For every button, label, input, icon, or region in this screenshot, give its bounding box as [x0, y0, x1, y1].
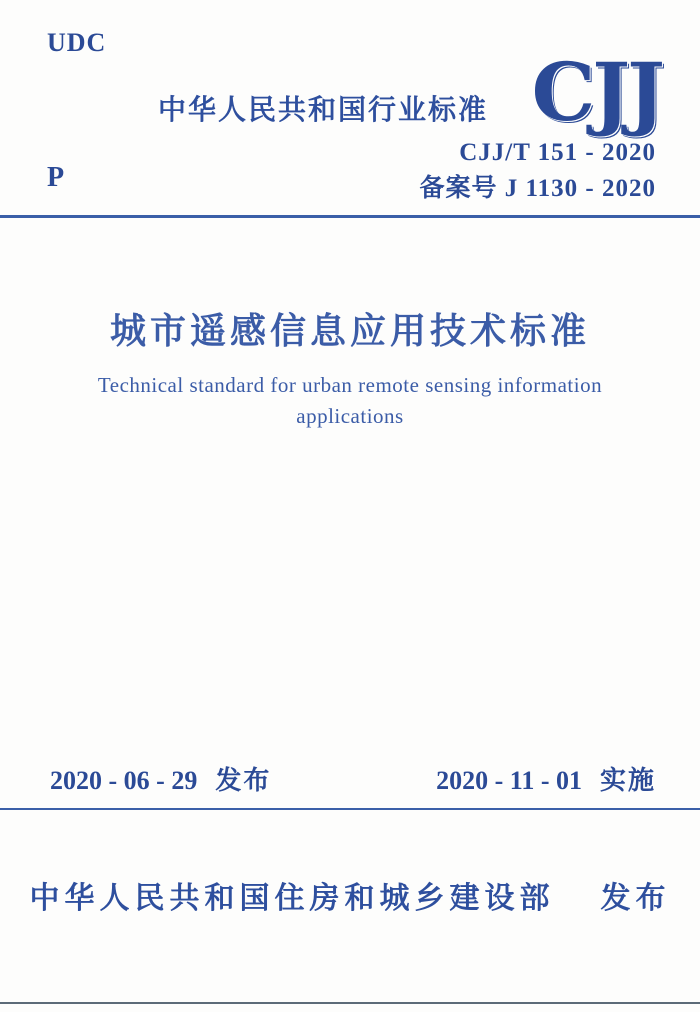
record-number: 备案号 J 1130 - 2020	[419, 175, 656, 202]
implement-date: 2020 - 11 - 01	[436, 766, 582, 795]
publisher-name: 中华人民共和国住房和城乡建设部	[29, 882, 555, 915]
title-english	[0, 370, 700, 432]
title-chinese: 城市遥感信息应用技术标准	[109, 311, 590, 351]
middle-divider-rule	[0, 808, 700, 810]
cjj-logo: CJJ	[531, 45, 662, 139]
publish-label: 发布	[600, 882, 671, 915]
top-divider-rule	[0, 215, 700, 218]
date-row	[50, 760, 656, 797]
title-english-line1: Technical standard for urban remote sensing information	[97, 373, 603, 397]
implement-date-group	[436, 760, 656, 797]
title-english-line2: applications	[296, 404, 404, 428]
udc-label: UDC	[47, 28, 107, 57]
classification-code: P	[47, 162, 65, 193]
issue-label: 发布	[215, 765, 272, 795]
standard-code: CJJ/T 151 - 2020	[459, 139, 656, 166]
page-bottom-edge	[0, 1002, 700, 1004]
issue-date: 2020 - 06 - 29	[50, 766, 198, 795]
issue-date-group	[50, 760, 271, 797]
standard-type-heading: 中华人民共和国行业标准	[158, 94, 489, 125]
implement-label: 实施	[599, 765, 656, 795]
publisher-row	[0, 873, 700, 917]
